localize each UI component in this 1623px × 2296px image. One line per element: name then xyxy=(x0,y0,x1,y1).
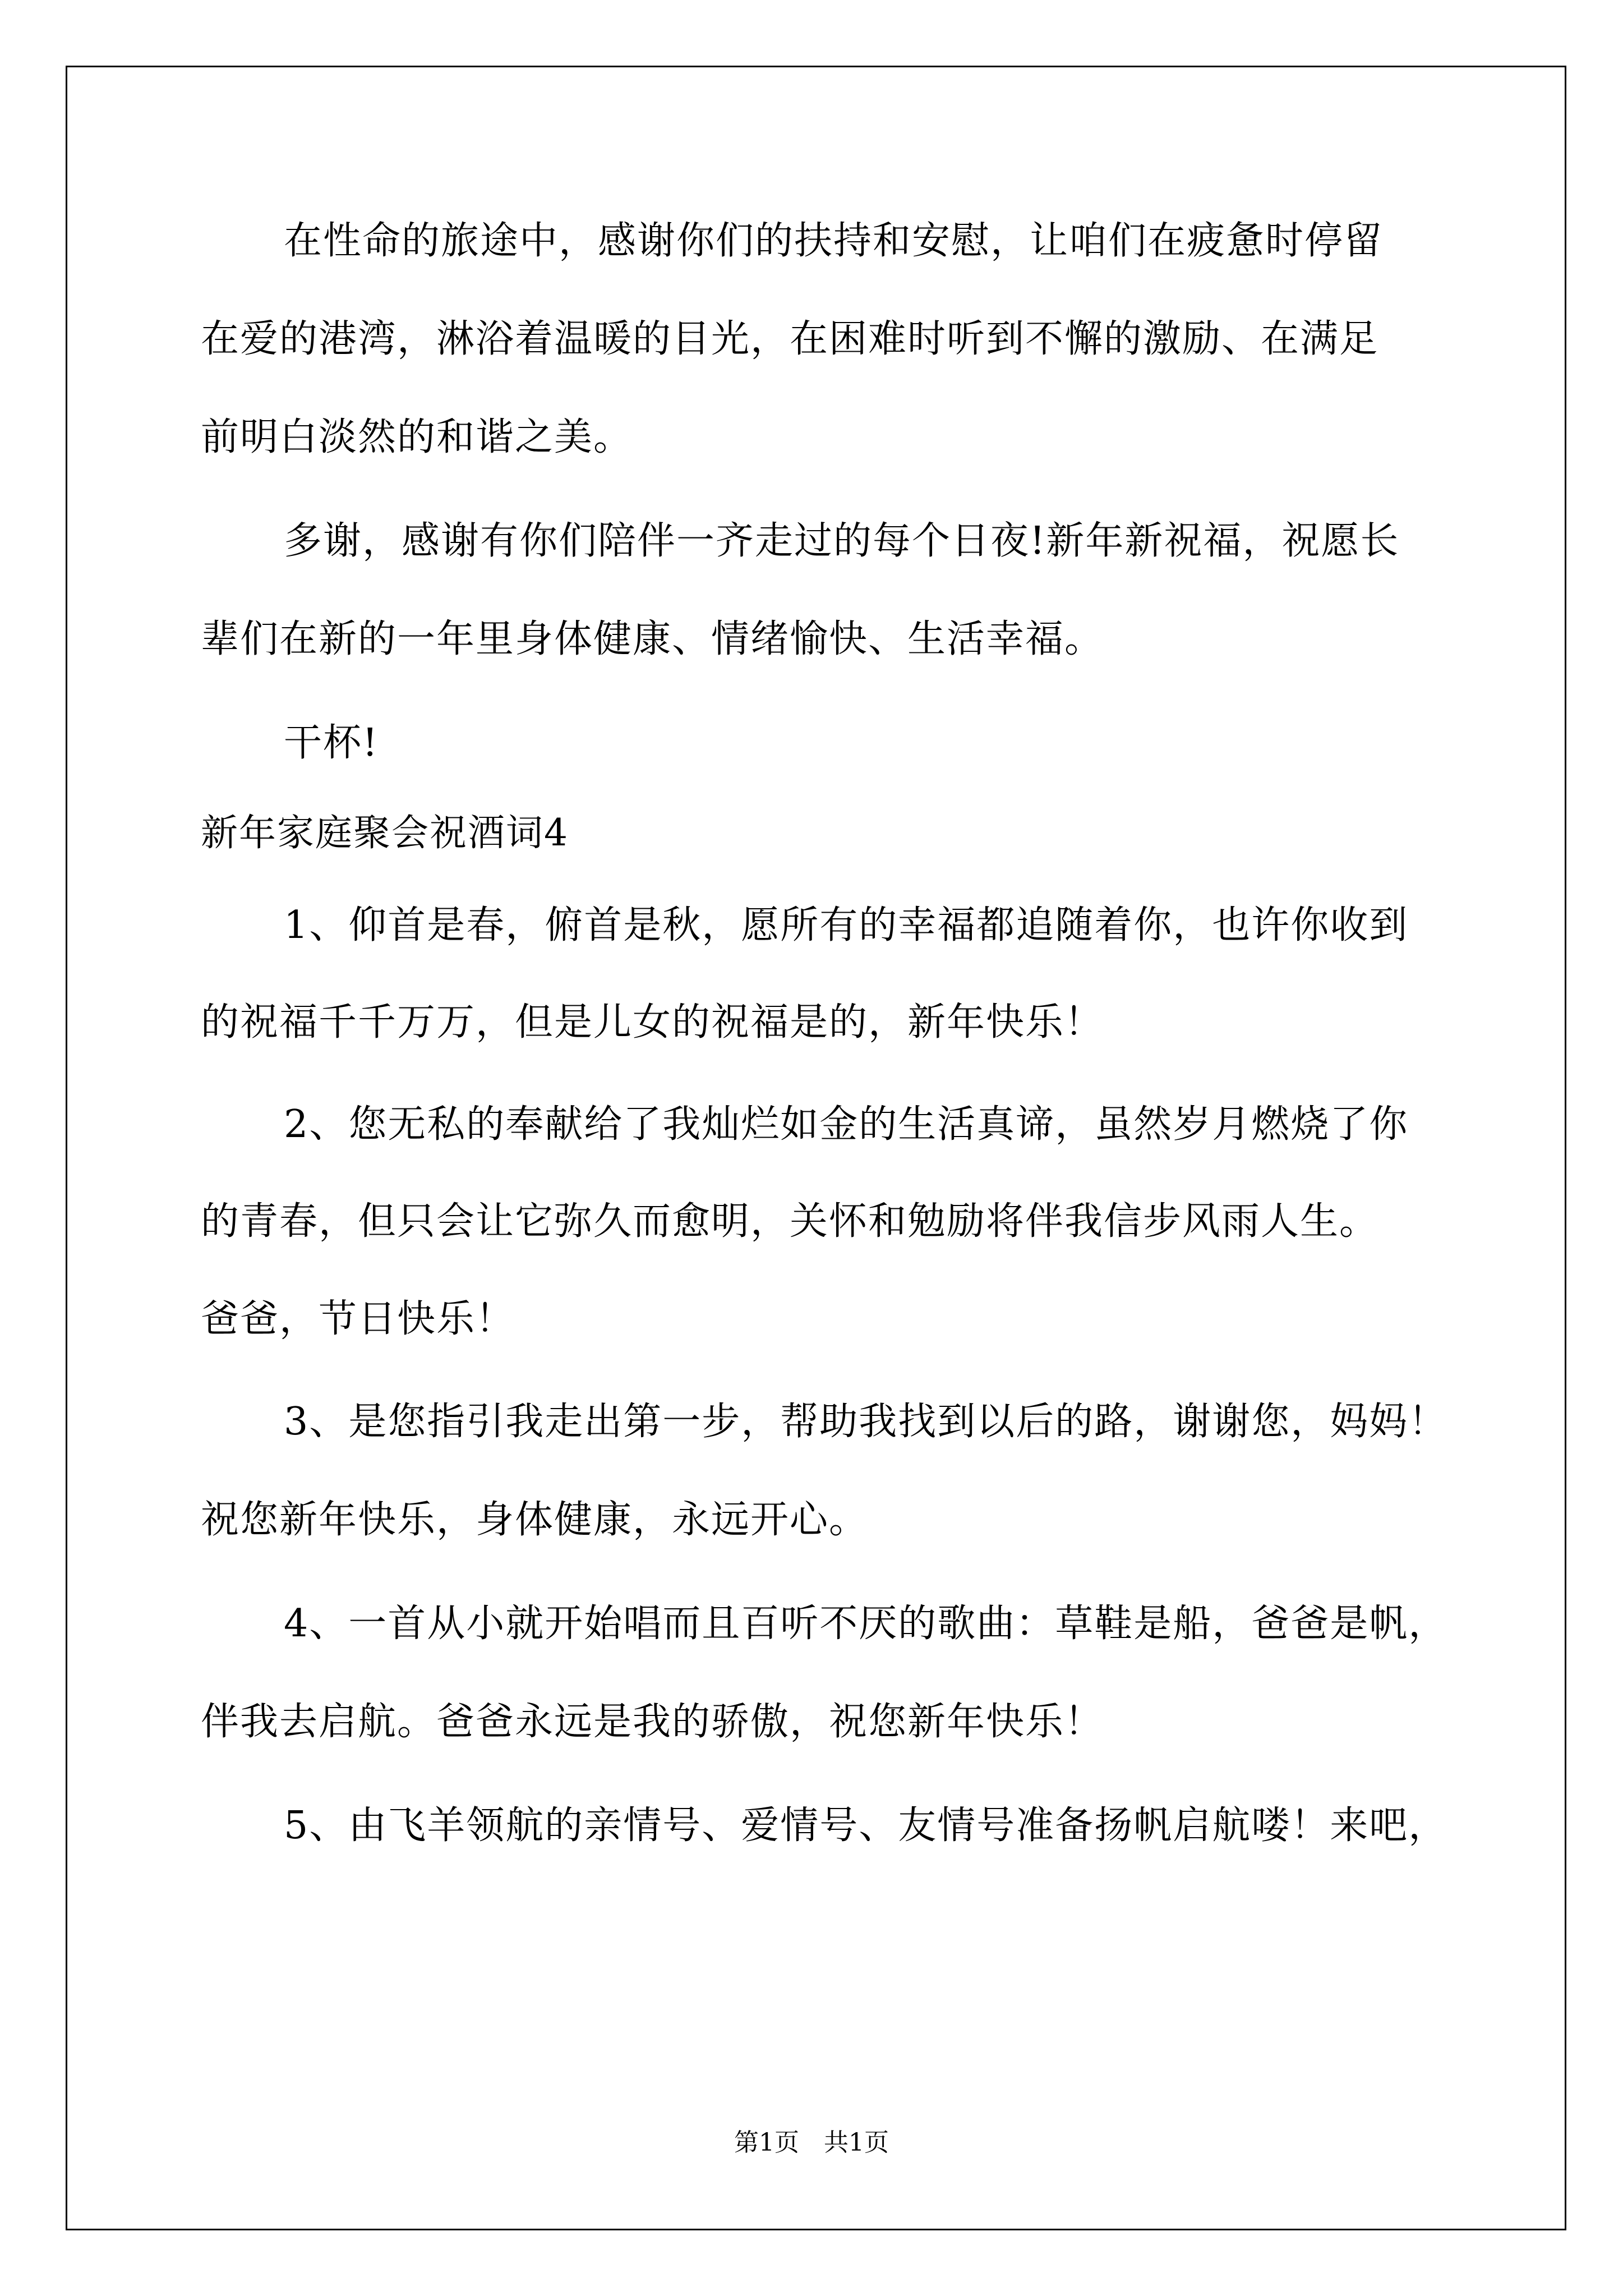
paragraph-line: 前明白淡然的和谐之美。 xyxy=(201,415,633,459)
paragraph-line: 2、您无私的奉献给了我灿烂如金的生活真谛，虽然岁月燃烧了你 xyxy=(284,1102,1409,1147)
paragraph-line: 3、是您指引我走出第一步，帮助我找到以后的路，谢谢您，妈妈！ xyxy=(284,1400,1448,1444)
paragraph-line: 的祝福千千万万，但是儿女的祝福是的，新年快乐！ xyxy=(201,1000,1104,1045)
page-number-footer: 第1页 共1页 xyxy=(734,2128,889,2157)
paragraph-line: 4、一首从小就开始唱而且百听不厌的歌曲：草鞋是船，爸爸是帆， xyxy=(284,1602,1448,1646)
paragraph-line: 在爱的港湾，淋浴着温暖的目光，在困难时听到不懈的激励、在满足 xyxy=(201,317,1379,361)
paragraph-line: 1、仰首是春，俯首是秋，愿所有的幸福都追随着你，也许你收到 xyxy=(284,903,1409,947)
paragraph-line: 的青春，但只会让它弥久而愈明，关怀和勉励将伴我信步风雨人生。 xyxy=(201,1199,1379,1244)
paragraph-line: 祝您新年快乐，身体健康，永远开心。 xyxy=(201,1498,869,1542)
paragraph-line: 在性命的旅途中，感谢你们的扶持和安慰，让咱们在疲惫时停留 xyxy=(284,219,1384,263)
paragraph-line: 辈们在新的一年里身体健康、情绪愉快、生活幸福。 xyxy=(201,617,1104,661)
paragraph-line: 爸爸，节日快乐！ xyxy=(201,1297,515,1341)
paragraph-line: 多谢，感谢有你们陪伴一齐走过的每个日夜!新年新祝福，祝愿长 xyxy=(284,519,1400,563)
paragraph-line: 伴我去启航。爸爸永远是我的骄傲，祝您新年快乐！ xyxy=(201,1700,1104,1744)
paragraph-line: 5、由飞羊领航的亲情号、爱情号、友情号准备扬帆启航喽！来吧， xyxy=(284,1803,1448,1848)
section-heading: 新年家庭聚会祝酒词4 xyxy=(201,811,569,854)
paragraph-line: 干杯! xyxy=(284,721,379,765)
